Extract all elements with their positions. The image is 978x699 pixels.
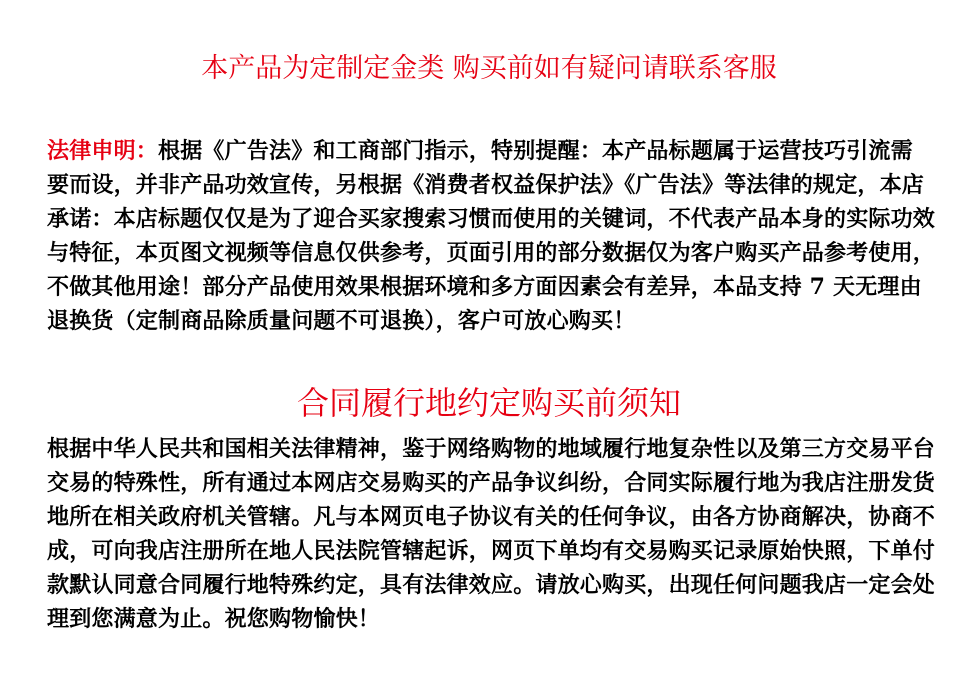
contract-section-heading: 合同履行地约定购买前须知 — [296, 384, 681, 422]
custom-deposit-notice: 本产品为定制定金类 购买前如有疑问请联系客服 — [201, 53, 777, 84]
legal-statement — [47, 134, 935, 338]
legal-statement-text: 根据《广告法》和工商部门指示，特别提醒：本产品标题属于运营技巧引流需要而设，并非产品功效宣传，另根据《消费者权益保护法》《广告法》等法律的规定，本店承诺：本店标题仅仅是为了迎合买家搜索习惯而使用的关键词，不代表产品本身的实际功效与特征，本页图文视频等信息仅供参考，页面引用的部分数据仅为客户购买产品参考使用，不做其他用途！部分产品使用效果根据环境和多方面因素会有差异，本品支持 7 天无理由退换货（定制商品除质量问题不可退换），客户可放心购买！ — [47, 138, 936, 334]
contract-terms-text: 根据中华人民共和国相关法律精神，鉴于网络购物的地域履行地复杂性以及第三方交易平台交易的特殊性，所有通过本网店交易购买的产品争议纠纷，合同实际履行地为我店注册发货地所在相关政府机关管辖。凡与本网页电子协议有关的任何争议，由各方协商解决，协商不成，可向我店注册所在地人民法院管辖起诉，网页下单均有交易购买记录原始快照，下单付款默认同意合同履行地特殊约定，具有法律效应。请放心购买，出现任何问题我店一定会处理到您满意为止。祝您购物愉快！ — [47, 436, 936, 632]
legal-statement-label: 法律申明： — [47, 138, 159, 164]
